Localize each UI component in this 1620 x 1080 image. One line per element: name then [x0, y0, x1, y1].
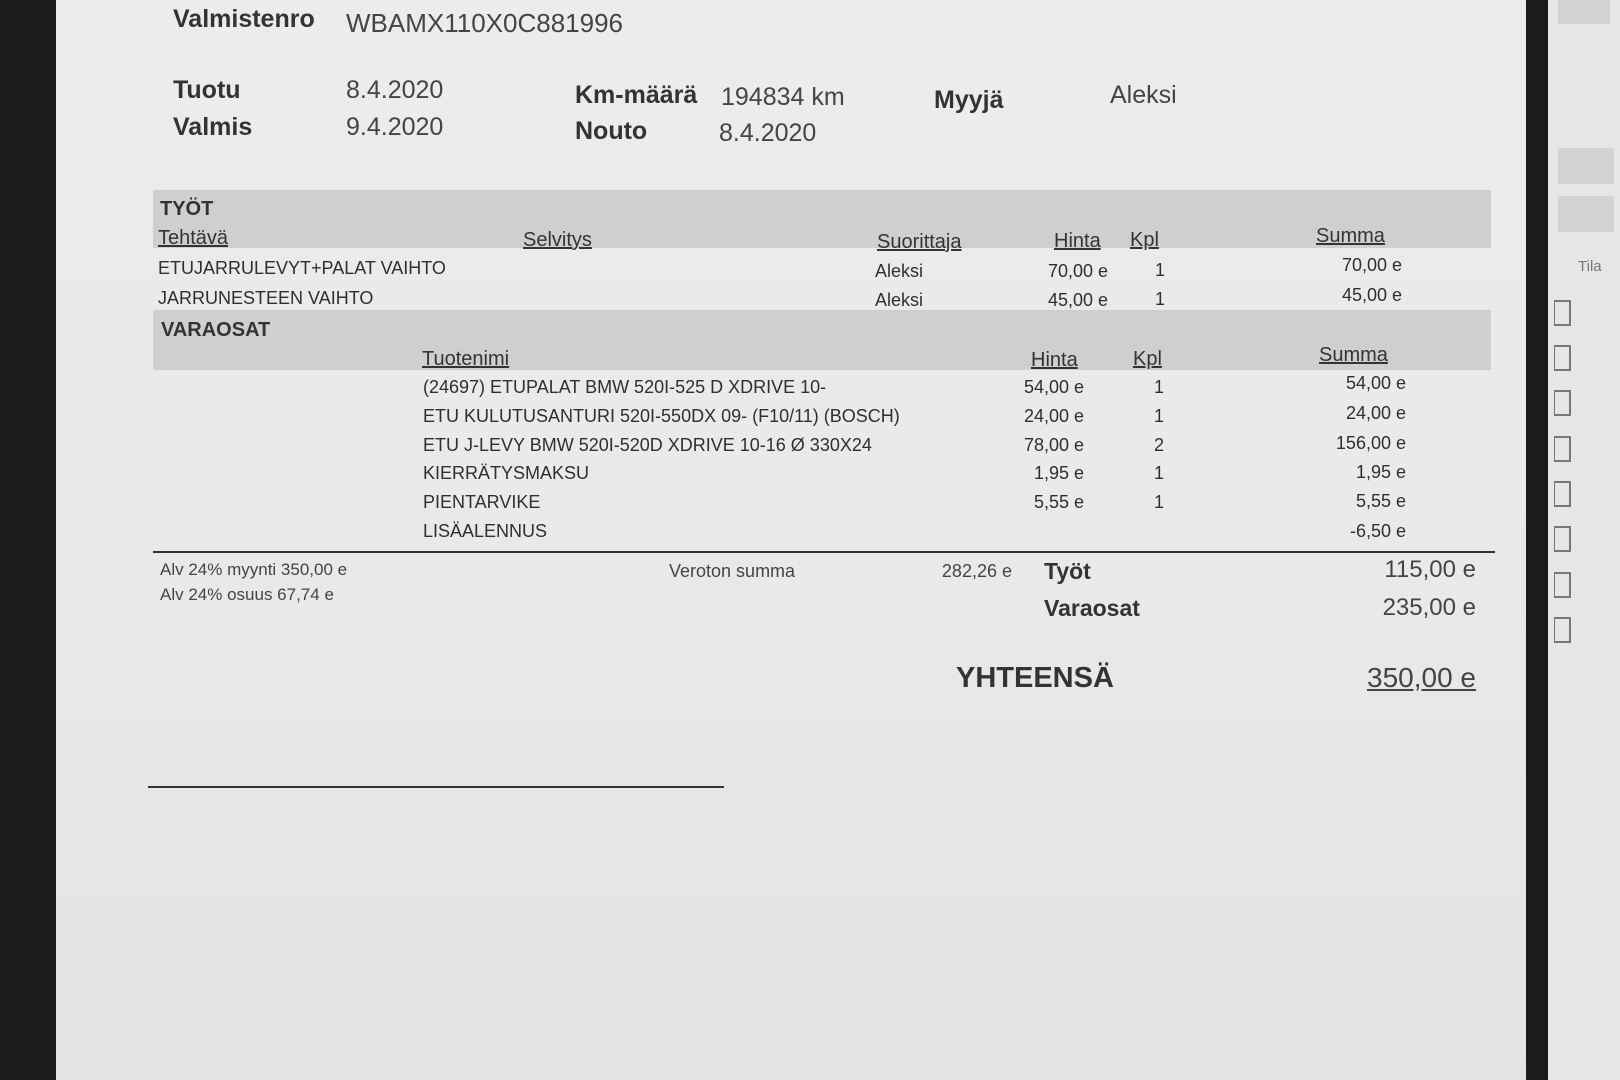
- checkbox-icon: [1554, 481, 1571, 507]
- valmistenro-value: WBAMX110X0C881996: [346, 8, 624, 38]
- km-label: Km-määrä: [575, 81, 698, 109]
- row-tehtava: JARRUNESTEEN VAIHTO: [158, 288, 374, 308]
- row-kpl: 1: [1154, 492, 1165, 512]
- row-hinta: 70,00 e: [1047, 261, 1108, 281]
- signature-line: [148, 786, 724, 788]
- row-kpl: 2: [1154, 435, 1165, 455]
- checkbox-icon: [1554, 526, 1571, 552]
- varaosat-total-label: Varaosat: [1044, 595, 1140, 621]
- veroton-value: 282,26 e: [941, 561, 1012, 581]
- alv-osuus: Alv 24% osuus 67,74 e: [160, 585, 334, 604]
- checkbox-checked-icon: [1554, 390, 1571, 416]
- varaosat-header-band: [153, 310, 1491, 370]
- checkbox-icon: [1554, 436, 1571, 462]
- adjacent-sheet: [1548, 0, 1620, 1080]
- row-kpl: 1: [1155, 289, 1166, 309]
- row-hinta: 24,00 e: [1023, 406, 1084, 426]
- tyot-header-band: [153, 190, 1491, 248]
- yhteensa-value: 350,00 e: [1367, 662, 1476, 693]
- row-suorittaja: Aleksi: [875, 290, 924, 310]
- checkbox-icon: [1554, 572, 1571, 598]
- row-summa: 70,00 e: [1341, 255, 1402, 275]
- row-tuotenimi: ETU J-LEVY BMW 520I-520D XDRIVE 10-16 Ø 330X24: [423, 435, 872, 455]
- row-tuotenimi: PIENTARVIKE: [423, 492, 541, 512]
- varaosat-section-title: VARAOSAT: [161, 319, 271, 341]
- nouto-label: Nouto: [575, 117, 648, 145]
- col-tehtava: Tehtävä: [158, 227, 229, 249]
- col-hinta: Hinta: [1031, 349, 1078, 371]
- col-selvitys: Selvitys: [523, 229, 592, 251]
- row-summa: 54,00 e: [1345, 373, 1406, 393]
- nouto-value: 8.4.2020: [719, 119, 817, 147]
- row-kpl: 1: [1154, 377, 1165, 397]
- valmistenro-label: Valmistenro: [173, 5, 315, 33]
- row-suorittaja: Aleksi: [875, 261, 924, 281]
- row-summa: 45,00 e: [1341, 285, 1402, 305]
- yhteensa-label: YHTEENSÄ: [956, 662, 1114, 694]
- tuotu-label: Tuotu: [173, 76, 241, 104]
- row-summa: 5,55 e: [1355, 491, 1406, 511]
- tuotu-value: 8.4.2020: [346, 76, 444, 104]
- row-kpl: 1: [1154, 463, 1165, 483]
- alv-myynti: Alv 24% myynti 350,00 e: [160, 560, 348, 579]
- varaosat-total-value: 235,00 e: [1382, 594, 1476, 621]
- edge-label: Tila: [1578, 258, 1602, 275]
- checkbox-icon: [1554, 617, 1571, 643]
- col-hinta: Hinta: [1054, 230, 1101, 252]
- valmis-label: Valmis: [173, 113, 253, 141]
- row-hinta: 5,55 e: [1033, 492, 1084, 512]
- veroton-label: Veroton summa: [669, 561, 796, 581]
- myyja-value: Aleksi: [1110, 81, 1177, 109]
- col-kpl: Kpl: [1130, 229, 1159, 251]
- row-tuotenimi: LISÄALENNUS: [423, 521, 548, 541]
- row-hinta: 45,00 e: [1047, 290, 1108, 310]
- tyot-total-label: Työt: [1044, 558, 1091, 584]
- valmis-value: 9.4.2020: [346, 113, 444, 141]
- row-summa: -6,50 e: [1349, 521, 1406, 541]
- tyot-section-title: TYÖT: [160, 198, 214, 220]
- row-summa: 1,95 e: [1355, 462, 1406, 482]
- checkbox-checked-icon: [1554, 300, 1571, 326]
- checkbox-checked-icon: [1554, 345, 1571, 371]
- row-kpl: 1: [1154, 406, 1165, 426]
- col-summa: Summa: [1316, 225, 1385, 247]
- myyja-label: Myyjä: [934, 86, 1004, 114]
- row-tuotenimi: ETU KULUTUSANTURI 520I-550DX 09- (F10/11) (BOSCH): [423, 406, 900, 426]
- km-value: 194834 km: [721, 83, 845, 111]
- col-summa: Summa: [1319, 344, 1388, 366]
- row-hinta: 54,00 e: [1023, 377, 1084, 397]
- row-summa: 24,00 e: [1345, 403, 1406, 423]
- row-tuotenimi: (24697) ETUPALAT BMW 520I-525 D XDRIVE 10-: [423, 377, 827, 397]
- col-tuotenimi: Tuotenimi: [422, 348, 510, 370]
- row-tehtava: ETUJARRULEVYT+PALAT VAIHTO: [158, 258, 446, 278]
- row-tuotenimi: KIERRÄTYSMAKSU: [423, 463, 590, 483]
- col-suorittaja: Suorittaja: [877, 231, 962, 253]
- col-kpl: Kpl: [1133, 348, 1162, 370]
- tyot-total-value: 115,00 e: [1384, 556, 1476, 583]
- row-hinta: 1,95 e: [1033, 463, 1084, 483]
- row-summa: 156,00 e: [1335, 433, 1406, 453]
- totals-divider: [153, 551, 1495, 553]
- row-kpl: 1: [1155, 260, 1166, 280]
- row-hinta: 78,00 e: [1023, 435, 1084, 455]
